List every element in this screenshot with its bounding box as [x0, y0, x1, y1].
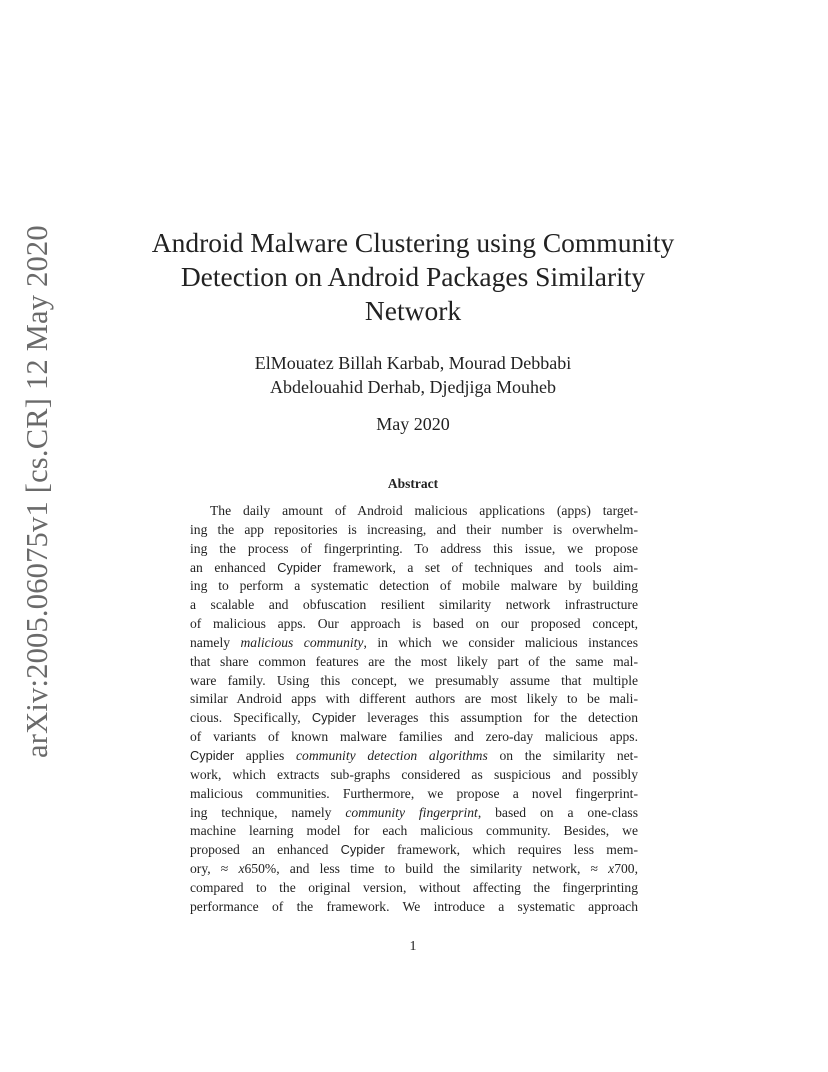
title-line: Detection on Android Packages Similarity [180, 261, 646, 292]
author-line: Abdelouahid Derhab, Djedjiga Mouheb [270, 377, 556, 397]
emphasized-term: community fingerprint [345, 804, 478, 820]
author-line: ElMouatez Billah Karbab, Mourad Debbabi [254, 353, 572, 373]
abstract-text: , in which we consider malicious instances [363, 634, 638, 650]
abstract-text: proposed an enhanced [190, 842, 341, 858]
abstract-line [190, 747, 638, 766]
abstract-line [190, 879, 638, 898]
abstract-text: ing to perform a systematic detection of mobile malware by building [190, 578, 638, 594]
abstract-text: cious. Specifically, [190, 710, 312, 726]
abstract-text: ware family. Using this concept, we presumably assume that multiple [190, 672, 638, 688]
abstract-line [190, 540, 638, 559]
abstract-text: work, which extracts sub-graphs considered as suspicious and possibly [190, 766, 638, 782]
abstract-text: 650%, and less time to build the similarity network, ≈ [244, 861, 609, 877]
abstract-line [190, 690, 638, 709]
abstract-text: that share common features are the most likely part of the same mal- [190, 653, 638, 669]
author-list [150, 351, 676, 399]
publication-date: May 2020 [376, 414, 450, 434]
abstract-line [190, 822, 638, 841]
abstract-text: machine learning model for each malicious community. Besides, we [190, 823, 638, 839]
abstract-text: of malicious apps. Our approach is based on our proposed concept, [190, 616, 638, 632]
framework-name: Cypider [311, 710, 356, 726]
abstract-line [190, 521, 638, 540]
abstract-text: ory, ≈ [190, 861, 239, 877]
abstract-text: malicious communities. Furthermore, we propose a novel fingerprint- [190, 785, 638, 801]
abstract-text: on the similarity net- [487, 747, 638, 763]
abstract-line [190, 559, 638, 578]
framework-name: Cypider [190, 747, 235, 763]
arxiv-identifier-stamp: arXiv:2005.06075v1 [cs.CR] 12 May 2020 [20, 225, 54, 758]
abstract-text: similar Android apps with different authors are most likely to be mali- [190, 691, 638, 707]
page-number: 1 [409, 939, 417, 954]
abstract-line [190, 653, 638, 672]
abstract-line [190, 728, 638, 747]
abstract-text: performance of the framework. We introduce a systematic approach [190, 898, 638, 914]
abstract-line [190, 634, 638, 653]
title-line: Network [364, 295, 462, 326]
abstract-line [190, 841, 638, 860]
abstract-text: ing technique, namely [190, 804, 346, 820]
abstract-text: compared to the original version, without affecting the fingerprinting [190, 879, 638, 895]
abstract-heading: Abstract [387, 476, 439, 491]
abstract-line [190, 766, 638, 785]
abstract-text: The daily amount of Android malicious applications (apps) target- [210, 503, 638, 518]
abstract-line [190, 785, 638, 804]
abstract-text: an enhanced [190, 559, 278, 575]
abstract-text: applies [234, 747, 296, 763]
abstract-line [190, 577, 638, 596]
framework-name: Cypider [277, 559, 322, 575]
abstract-text: namely [190, 634, 241, 650]
abstract-text: ing the process of fingerprinting. To address this issue, we propose [190, 540, 638, 556]
abstract-line [190, 860, 638, 879]
abstract-line [190, 502, 638, 521]
emphasized-term: x [238, 861, 245, 877]
abstract-line [190, 615, 638, 634]
abstract-line [190, 898, 638, 917]
abstract-text: ing the app repositories is increasing, and their number is overwhelm- [190, 521, 638, 537]
abstract-text: 700, [614, 861, 638, 877]
abstract-text: of variants of known malware families and zero-day malicious apps. [190, 729, 638, 745]
abstract-line [190, 709, 638, 728]
abstract-text: framework, which requires less mem- [384, 842, 638, 858]
abstract-line [190, 672, 638, 691]
abstract-line [190, 804, 638, 823]
abstract-text: leverages this assumption for the detection [355, 710, 638, 726]
abstract-text: , based on a one-class [477, 804, 638, 820]
emphasized-term: x [608, 861, 615, 877]
paper-title [130, 226, 696, 328]
abstract-line [190, 596, 638, 615]
abstract-text: a scalable and obfuscation resilient similarity network infrastructure [190, 597, 638, 613]
abstract-body [190, 502, 638, 917]
emphasized-term: malicious community [240, 634, 364, 650]
title-line: Android Malware Clustering using Community [151, 227, 675, 258]
emphasized-term: community detection algorithms [296, 747, 488, 763]
framework-name: Cypider [340, 842, 385, 858]
abstract-text: framework, a set of techniques and tools aim- [321, 559, 638, 575]
